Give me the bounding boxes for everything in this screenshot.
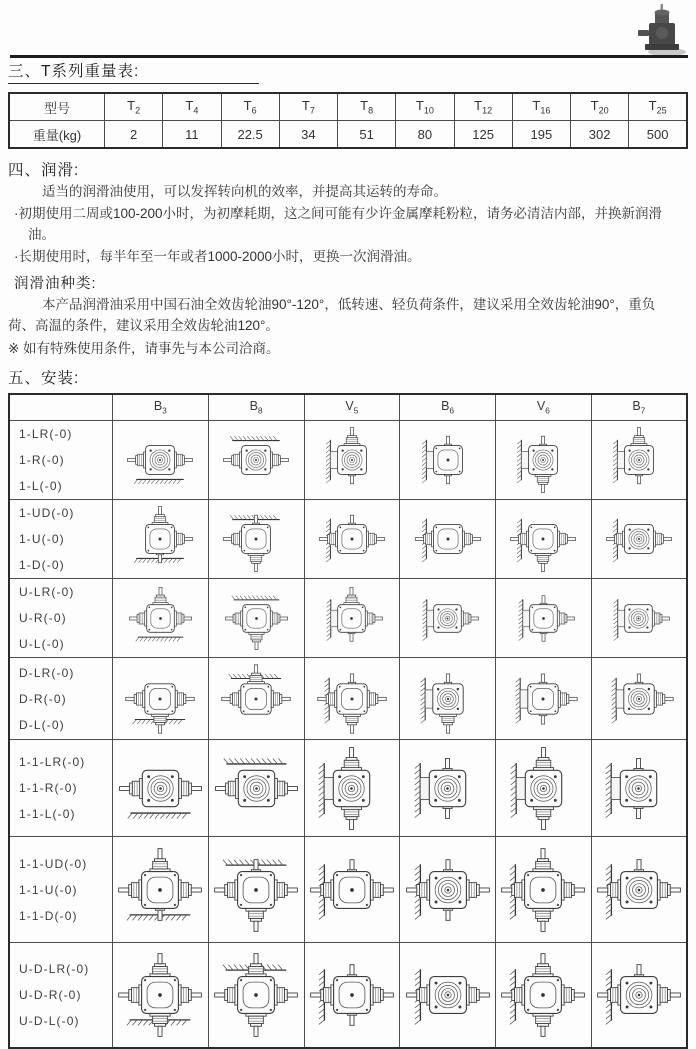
lubrication-section-title: 四、润滑: (8, 162, 80, 179)
mounting-diagram-cell (208, 658, 304, 740)
weight-cell: 500 (629, 121, 687, 149)
gearbox-mounting-diagram (218, 661, 294, 737)
mounting-diagram-cell (496, 740, 592, 837)
mounting-diagram-cell (113, 579, 209, 658)
gearbox-mounting-diagram (498, 743, 589, 834)
weight-table-model-row (9, 93, 687, 121)
gearbox-mounting-diagram (601, 661, 677, 737)
gearbox-mounting-diagram (509, 584, 578, 653)
weight-cell: 11 (163, 121, 221, 149)
body-paragraph: ·长期使用时，每半年至一年或者1000-2000小时，更换一次润滑油。 (14, 249, 421, 264)
gearbox-mounting-diagram (497, 949, 589, 1041)
mounting-code-cell (9, 579, 113, 658)
lubricant-type-paragraphs (8, 294, 688, 359)
gearbox-mounting-diagram (122, 661, 198, 737)
install-header-empty-cell (9, 394, 113, 421)
mounting-code-cell (9, 500, 113, 579)
mounting-diagram-cell (208, 740, 304, 837)
model-row-header: 型号 (9, 93, 105, 121)
mounting-diagram-cell (304, 740, 400, 837)
gearbox-mounting-diagram (507, 424, 579, 496)
gearbox-mounting-diagram (316, 424, 388, 496)
model-cell: $T_{16}$ (512, 93, 570, 121)
install-table-row (9, 837, 687, 943)
mounting-diagram-cell (113, 740, 209, 837)
mounting-code-label: 1-1-L(-0) (19, 807, 76, 821)
model-cell: $T_6$ (221, 93, 279, 121)
gearbox-mounting-diagram (306, 844, 398, 936)
mounting-diagram-cell (400, 658, 496, 740)
gearbox-mounting-diagram (210, 949, 302, 1041)
weight-cell: 195 (512, 121, 570, 149)
mounting-code-cell (9, 740, 113, 837)
mounting-diagram-cell (304, 421, 400, 500)
mounting-diagram-cell (400, 579, 496, 658)
gearbox-mounting-diagram (593, 844, 685, 936)
mounting-diagram-cell (208, 943, 304, 1048)
mounting-diagram-cell (496, 943, 592, 1048)
mounting-diagram-cell (591, 579, 687, 658)
mounting-diagram-cell (400, 421, 496, 500)
mounting-position-header: $B_8$ (208, 394, 304, 421)
weight-table (8, 92, 688, 149)
install-table-row (9, 421, 687, 500)
gearbox-mounting-diagram (402, 743, 493, 834)
gearbox-mounting-diagram (603, 503, 675, 575)
mounting-code-label: D-R(-0) (19, 691, 67, 706)
gearbox-mounting-diagram (413, 584, 482, 653)
gearbox-mounting-diagram (114, 844, 206, 936)
mounting-code-labels (10, 421, 112, 499)
mounting-diagram-cell (208, 421, 304, 500)
mounting-diagram-cell (304, 579, 400, 658)
page-content (8, 59, 688, 1049)
mounting-position-header: $B_3$ (113, 394, 209, 421)
mounting-position-header: $B_6$ (400, 394, 496, 421)
mounting-diagram-cell (208, 500, 304, 579)
gearbox-mounting-diagram (317, 584, 386, 653)
mounting-diagram-cell (113, 658, 209, 740)
lubricant-types-subtitle: 润滑油种类: (14, 276, 97, 292)
mounting-code-label: 1-R(-0) (19, 453, 65, 467)
install-table (8, 393, 688, 1049)
install-table-row (9, 943, 687, 1048)
model-cell: $T_{20}$ (571, 93, 629, 121)
gearbox-mounting-diagram (604, 584, 673, 653)
mounting-code-label: U-D-L(-0) (19, 1013, 80, 1028)
install-table-row (9, 579, 687, 658)
weight-cell: 34 (279, 121, 337, 149)
mounting-diagram-cell (591, 837, 687, 943)
mounting-code-label: 1-D(-0) (19, 558, 65, 572)
install-table-row (9, 658, 687, 740)
gearbox-mounting-diagram (126, 584, 195, 653)
gearbox-mounting-diagram (402, 949, 494, 1041)
mounting-diagram-cell (400, 500, 496, 579)
mounting-diagram-cell (496, 658, 592, 740)
mounting-diagram-cell (400, 943, 496, 1048)
mounting-diagram-cell (113, 837, 209, 943)
gearbox-mounting-diagram (412, 503, 484, 575)
mounting-code-label: 1-LR(-0) (19, 427, 73, 441)
gearbox-product-photo (633, 3, 689, 57)
mounting-code-label: D-LR(-0) (19, 665, 75, 680)
mounting-diagram-cell (496, 579, 592, 658)
gearbox-mounting-diagram (410, 661, 486, 737)
gearbox-mounting-diagram (114, 949, 206, 1041)
gearbox-mounting-diagram (497, 844, 589, 936)
mounting-diagram-cell (400, 837, 496, 943)
gearbox-mounting-diagram (593, 743, 684, 834)
mounting-diagram-cell (113, 943, 209, 1048)
mounting-diagram-cell (113, 421, 209, 500)
mounting-code-label: 1-L(-0) (19, 479, 63, 493)
mounting-diagram-cell (208, 579, 304, 658)
body-paragraph: ·初期使用二周或100-200小时，为初摩耗期，这之间可能有少许金属摩耗粉粒，请务必清洁内部，并换新润滑油。 (14, 206, 663, 242)
model-cell: $T_2$ (105, 93, 163, 121)
mounting-code-label: 1-1-U(-0) (19, 882, 78, 897)
model-cell: $T_{12}$ (454, 93, 512, 121)
model-cell: $T_7$ (279, 93, 337, 121)
mounting-diagram-cell (208, 837, 304, 943)
gearbox-mounting-diagram (124, 503, 196, 575)
mounting-diagram-cell (591, 658, 687, 740)
mounting-code-labels (10, 851, 112, 929)
mounting-code-label: U-D-LR(-0) (19, 961, 90, 976)
gearbox-mounting-diagram (316, 503, 388, 575)
weight-cell: 80 (396, 121, 454, 149)
gearbox-mounting-diagram (210, 844, 302, 936)
gearbox-mounting-diagram (507, 503, 579, 575)
mounting-code-label: 1-UD(-0) (19, 506, 75, 520)
top-divider-rule (10, 55, 688, 58)
model-cell: $T_8$ (338, 93, 396, 121)
weight-cell: 22.5 (221, 121, 279, 149)
install-section-title: 五、安装: (8, 370, 80, 387)
gearbox-mounting-diagram (603, 424, 675, 496)
model-cell: $T_4$ (163, 93, 221, 121)
mounting-code-cell (9, 837, 113, 943)
mounting-position-header: $V_6$ (496, 394, 592, 421)
mounting-diagram-cell (591, 740, 687, 837)
gearbox-mounting-diagram (402, 844, 494, 936)
mounting-code-label: U-LR(-0) (19, 585, 75, 599)
mounting-code-cell (9, 658, 113, 740)
gearbox-mounting-diagram (222, 584, 291, 653)
mounting-position-header: $V_5$ (304, 394, 400, 421)
weight-cell: 51 (338, 121, 396, 149)
gearbox-mounting-diagram (314, 661, 390, 737)
mounting-code-cell (9, 943, 113, 1048)
mounting-code-label: 1-1-R(-0) (19, 781, 78, 795)
model-cell: $T_{25}$ (629, 93, 687, 121)
mounting-code-labels (10, 660, 112, 738)
mounting-position-header: $B_7$ (591, 394, 687, 421)
mounting-diagram-cell (304, 658, 400, 740)
mounting-code-labels (10, 749, 112, 827)
mounting-diagram-cell (496, 421, 592, 500)
weight-section-title: 三、T系列重量表: (8, 59, 259, 84)
gearbox-mounting-diagram (306, 949, 398, 1041)
lubrication-paragraphs (8, 181, 688, 267)
mounting-diagram-cell (496, 500, 592, 579)
mounting-diagram-cell (304, 837, 400, 943)
gearbox-mounting-diagram (306, 743, 397, 834)
mounting-code-labels (10, 500, 112, 578)
mounting-diagram-cell (113, 500, 209, 579)
mounting-code-label: 1-1-LR(-0) (19, 755, 86, 769)
body-paragraph: 本产品润滑油采用中国石油全效齿轮油90°-120°，低转速、轻负荷条件，建议采用全效齿轮油90°，重负荷、高温的条件，建议采用全效齿轮油120°。 (8, 297, 656, 333)
mounting-code-label: U-R(-0) (19, 611, 67, 625)
mounting-code-label: D-L(-0) (19, 717, 65, 732)
install-table-header-row (9, 394, 687, 421)
install-table-row (9, 500, 687, 579)
gearbox-mounting-diagram (211, 743, 302, 834)
mounting-code-labels (10, 956, 112, 1034)
gearbox-mounting-diagram (220, 503, 292, 575)
gearbox-mounting-diagram (124, 424, 196, 496)
gearbox-mounting-diagram (115, 743, 206, 834)
model-cell: $T_{10}$ (396, 93, 454, 121)
mounting-diagram-cell (591, 500, 687, 579)
mounting-code-label: 1-1-D(-0) (19, 908, 78, 923)
gearbox-mounting-diagram (505, 661, 581, 737)
weight-cell: 2 (105, 121, 163, 149)
weight-cell: 302 (571, 121, 629, 149)
gearbox-mounting-diagram (593, 949, 685, 1041)
weight-cell: 125 (454, 121, 512, 149)
gearbox-mounting-diagram (412, 424, 484, 496)
mounting-code-label: U-L(-0) (19, 637, 65, 651)
weight-row-header: 重量(kg) (9, 121, 105, 149)
mounting-code-cell (9, 421, 113, 500)
body-paragraph: 适当的润滑油使用，可以发挥转向机的效率，并提高其运转的寿命。 (42, 184, 447, 199)
mounting-diagram-cell (304, 943, 400, 1048)
weight-table-weight-row (9, 121, 687, 149)
mounting-diagram-cell (591, 421, 687, 500)
mounting-code-label: U-D-R(-0) (19, 987, 82, 1002)
mounting-diagram-cell (304, 500, 400, 579)
gearbox-mounting-diagram (220, 424, 292, 496)
mounting-diagram-cell (400, 740, 496, 837)
mounting-code-labels (10, 579, 112, 657)
mounting-code-label: 1-U(-0) (19, 532, 65, 546)
mounting-code-label: 1-1-UD(-0) (19, 856, 88, 871)
mounting-diagram-cell (591, 943, 687, 1048)
mounting-diagram-cell (496, 837, 592, 943)
install-table-row (9, 740, 687, 837)
body-paragraph: ※ 如有特殊使用条件，请事先与本公司洽商。 (8, 341, 280, 356)
